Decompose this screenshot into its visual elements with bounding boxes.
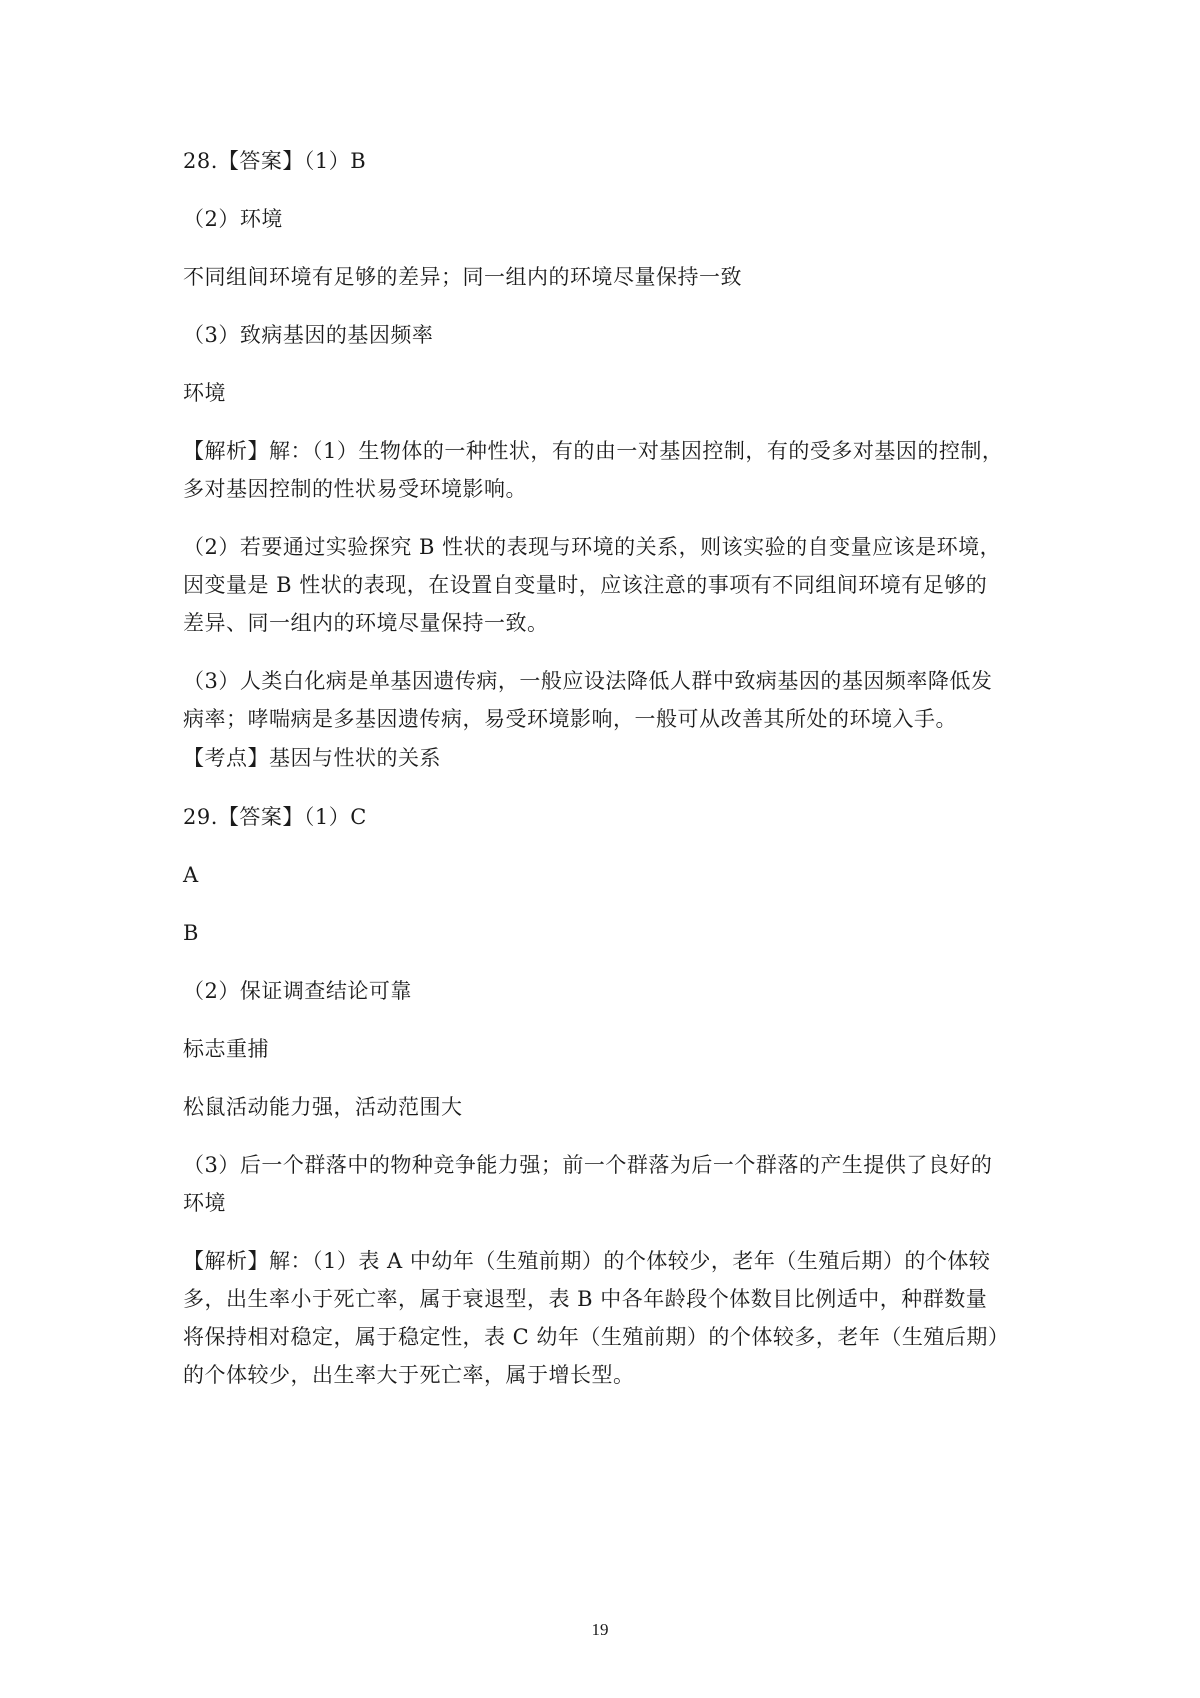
q29-answer-2-reason: 松鼠活动能力强，活动范围大 xyxy=(183,1095,463,1119)
q28-answer-header: 28.【答案】（1）B xyxy=(183,149,367,173)
q28-analysis-2-line2: 因变量是 B 性状的表现，在设置自变量时，应该注意的事项有不同组间环境有足够的 xyxy=(183,573,988,597)
q28-answer-3: （3）致病基因的基因频率 xyxy=(183,323,434,347)
q29-analysis-1-line2: 多，出生率小于死亡率，属于衰退型，表 B 中各年龄段个体数目比例适中，种群数量 xyxy=(183,1287,988,1311)
q28-analysis-2-line1: （2）若要通过实验探究 B 性状的表现与环境的关系，则该实验的自变量应该是环境， xyxy=(183,535,1002,559)
q28-answer-2: （2）环境 xyxy=(183,207,283,231)
q28-analysis-1-line2: 多对基因控制的性状易受环境影响。 xyxy=(183,477,527,501)
q29-analysis-1-line3: 将保持相对稳定，属于稳定性，表 C 幼年（生殖前期）的个体较多，老年（生殖后期） xyxy=(183,1325,1010,1349)
q28-analysis-1-line1: 【解析】解：（1）生物体的一种性状，有的由一对基因控制，有的受多对基因的控制， xyxy=(183,439,1004,463)
q29-analysis-1-line4: 的个体较少，出生率大于死亡率，属于增长型。 xyxy=(183,1363,635,1387)
q29-answer-3-line2: 环境 xyxy=(183,1191,226,1215)
q29-answer-2-method: 标志重捕 xyxy=(183,1037,269,1061)
q29-answer-3-line1: （3）后一个群落中的物种竞争能力强；前一个群落为后一个群落的产生提供了良好的 xyxy=(183,1153,993,1177)
q28-analysis-2-line3: 差异、同一组内的环境尽量保持一致。 xyxy=(183,611,549,635)
q28-answer-2-note: 不同组间环境有足够的差异；同一组内的环境尽量保持一致 xyxy=(183,265,742,289)
page-number: 19 xyxy=(591,1620,609,1639)
q29-answer-header: 29.【答案】（1）C xyxy=(183,805,367,829)
q29-answer-2: （2）保证调查结论可靠 xyxy=(183,979,412,1003)
q29-analysis-1-line1: 【解析】解：（1）表 A 中幼年（生殖前期）的个体较少，老年（生殖后期）的个体较 xyxy=(183,1249,991,1273)
q28-key-point: 【考点】基因与性状的关系 xyxy=(183,746,441,770)
q28-answer-3-env: 环境 xyxy=(183,381,226,405)
q29-answer-1-b: B xyxy=(183,921,199,945)
q28-analysis-3-line2: 病率；哮喘病是多基因遗传病，易受环境影响，一般可从改善其所处的环境入手。 xyxy=(183,707,957,731)
q29-answer-1-a: A xyxy=(183,863,199,887)
q28-analysis-3-line1: （3）人类白化病是单基因遗传病，一般应设法降低人群中致病基因的基因频率降低发 xyxy=(183,669,993,693)
